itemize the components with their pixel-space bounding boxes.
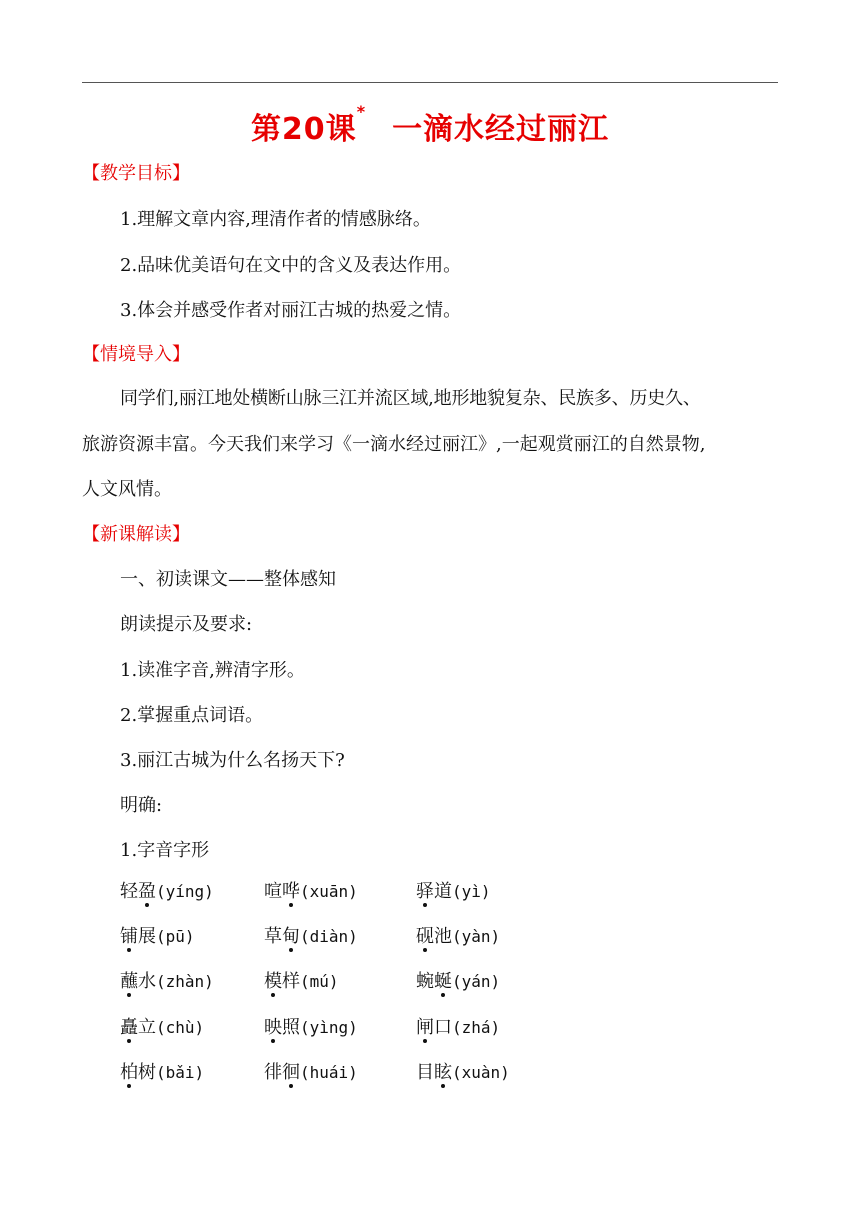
lesson-number: 第20课 <box>250 112 357 147</box>
vocab-key-char: 模 <box>264 967 282 993</box>
lesson-line: 明确: <box>120 795 163 816</box>
vocab-char: 徘 <box>264 1062 282 1083</box>
lesson-line: 朗读提示及要求: <box>120 614 253 635</box>
vocab-key-char: 蘸 <box>120 967 138 993</box>
vocab-key-char: 柏 <box>120 1058 138 1084</box>
vocab-word <box>416 967 500 993</box>
vocab-char: 立 <box>138 1017 156 1038</box>
header-rule <box>82 82 778 83</box>
pinyin: (yìng) <box>300 1018 358 1037</box>
vocab-key-char: 哗 <box>282 877 300 903</box>
vocab-char: 样 <box>282 971 300 992</box>
intro-paragraph-line: 人文风情。 <box>82 479 172 500</box>
self-study-marker: * <box>356 102 367 121</box>
objective-item: 1.理解文章内容,理清作者的情感脉络。 <box>120 209 431 230</box>
lesson-line: 1.读准字音,辨清字形。 <box>120 660 305 681</box>
pinyin: (zhàn) <box>156 972 214 991</box>
pinyin: (yì) <box>452 882 491 901</box>
vocab-key-char: 眩 <box>434 1058 452 1084</box>
section-header-objectives: 【教学目标】 <box>82 163 190 184</box>
intro-paragraph-line: 旅游资源丰富。今天我们来学习《一滴水经过丽江》,一起观赏丽江的自然景物, <box>82 434 706 455</box>
vocab-key-char: 砚 <box>416 922 434 948</box>
vocab-char: 道 <box>434 881 452 902</box>
vocab-char: 池 <box>434 926 452 947</box>
vocab-word <box>264 1013 358 1039</box>
vocab-char: 目 <box>416 1062 434 1083</box>
vocab-key-char: 映 <box>264 1013 282 1039</box>
vocab-char: 喧 <box>264 881 282 902</box>
pinyin: (huái) <box>300 1063 358 1082</box>
lesson-line: 一、初读课文——整体感知 <box>120 569 336 590</box>
vocab-word <box>416 877 491 903</box>
section-header-lesson: 【新课解读】 <box>82 524 190 545</box>
vocab-key-char: 铺 <box>120 922 138 948</box>
vocab-word <box>416 1058 510 1084</box>
pinyin: (pū) <box>156 927 195 946</box>
vocab-key-char: 徊 <box>282 1058 300 1084</box>
vocab-key-char: 驿 <box>416 877 434 903</box>
lesson-line: 3.丽江古城为什么名扬天下? <box>120 750 345 771</box>
lesson-title <box>0 104 860 148</box>
objective-item: 3.体会并感受作者对丽江古城的热爱之情。 <box>120 300 462 321</box>
vocab-key-char: 蜒 <box>434 967 452 993</box>
vocab-char: 蜿 <box>416 971 434 992</box>
intro-paragraph-line: 同学们,丽江地处横断山脉三江并流区域,地形地貌复杂、民族多、历史久、 <box>120 388 701 409</box>
vocab-word <box>120 967 214 993</box>
pinyin: (diàn) <box>300 927 358 946</box>
vocab-word <box>264 967 339 993</box>
vocab-key-char: 甸 <box>282 922 300 948</box>
vocab-word <box>264 877 358 903</box>
lesson-name: 一滴水经过丽江 <box>392 112 610 147</box>
pinyin: (zhá) <box>452 1018 501 1037</box>
pinyin: (yàn) <box>452 927 501 946</box>
pinyin: (mú) <box>300 972 339 991</box>
pinyin: (yíng) <box>156 882 214 901</box>
vocab-word <box>264 1058 358 1084</box>
vocab-char: 照 <box>282 1017 300 1038</box>
pinyin: (xuān) <box>300 882 358 901</box>
vocab-word <box>120 1013 204 1039</box>
pinyin: (bǎi) <box>156 1063 205 1082</box>
vocab-word <box>120 1058 204 1084</box>
vocab-word <box>416 922 500 948</box>
vocab-char: 草 <box>264 926 282 947</box>
vocab-word <box>416 1013 500 1039</box>
vocab-char: 轻 <box>120 881 138 902</box>
lesson-line: 1.字音字形 <box>120 840 210 861</box>
pinyin: (chù) <box>156 1018 205 1037</box>
vocab-word <box>120 922 195 948</box>
lesson-line: 2.掌握重点词语。 <box>120 705 264 726</box>
vocab-char: 展 <box>138 926 156 947</box>
vocab-char: 水 <box>138 971 156 992</box>
pinyin: (yán) <box>452 972 501 991</box>
pinyin: (xuàn) <box>452 1063 510 1082</box>
vocab-word <box>120 877 214 903</box>
vocab-key-char: 闸 <box>416 1013 434 1039</box>
vocab-key-char: 盈 <box>138 877 156 903</box>
vocab-char: 口 <box>434 1017 452 1038</box>
vocab-char: 树 <box>138 1062 156 1083</box>
vocab-key-char: 矗 <box>120 1013 138 1039</box>
objective-item: 2.品味优美语句在文中的含义及表达作用。 <box>120 255 462 276</box>
section-header-intro: 【情境导入】 <box>82 344 190 365</box>
vocab-word <box>264 922 358 948</box>
